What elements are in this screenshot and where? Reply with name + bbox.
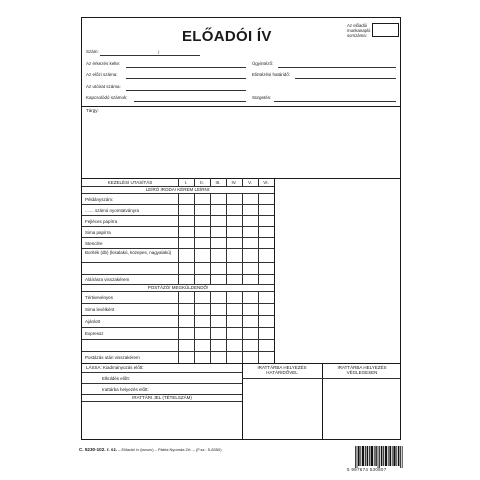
registry-number-label: Az előadói munkanapló sorszáma: (347, 23, 371, 38)
hatarido-line[interactable] (295, 78, 396, 79)
table-row: Stencilre (85, 241, 103, 246)
form-frame (81, 17, 401, 440)
szam-line[interactable] (100, 55, 200, 56)
targy-label: Tárgy: (86, 108, 99, 113)
utoirat-line[interactable] (126, 90, 246, 91)
table-row: Fejléces papírra (85, 219, 118, 224)
col-line (258, 178, 259, 186)
col-line (210, 291, 211, 363)
col-line (322, 363, 323, 439)
col-line (194, 178, 195, 186)
col-line (178, 291, 179, 363)
erkezes-label: Az érkezés kelte: (86, 61, 121, 66)
row-line (82, 372, 242, 373)
elozo-szam-line[interactable] (126, 78, 246, 79)
divider (82, 363, 400, 364)
column-header: V. (248, 180, 252, 185)
col-line (194, 291, 195, 363)
form-code: C. 5230-102. r. sz. (79, 447, 118, 452)
col-line (210, 193, 211, 284)
table-row: Tértivevényes (85, 295, 114, 300)
kezelesi-utasitas-header: KEZELÉSI UTASÍTÁS (107, 180, 153, 185)
barcode-icon (355, 445, 403, 469)
form-footer (79, 447, 222, 452)
table-row: Ajánlott (85, 319, 101, 324)
barcode-number: 5 997674 530807 (347, 467, 387, 472)
column-header: III. (215, 180, 221, 185)
column-header: I. (184, 180, 188, 185)
irattari-jel-label: IRATTÁRI JEL (TÉTELSZÁM) (132, 395, 192, 400)
form-description: – Előadói ív (iarxov) – Pátria Nyomda Zrt. – (F.sz.: 5-8350) (118, 447, 222, 452)
col-line (242, 291, 243, 363)
table-row: Expressz (85, 331, 104, 336)
szam-label: Szám: (86, 49, 99, 54)
registry-number-box[interactable] (372, 23, 399, 37)
table-row: Boríték (db) (kisalakú, közepes, nagyalakú) (85, 250, 172, 255)
erkezes-line[interactable] (126, 67, 246, 68)
col-line (226, 178, 227, 186)
ugyintezo-label: Ügyintéző: (252, 61, 274, 66)
row-line (82, 383, 242, 384)
vegleges-header: IRATTÁRBA HELYEZÉS VÉGLEGESEN (337, 365, 387, 375)
surgetes-label: Sürgetés: (252, 95, 272, 100)
surgetes-line[interactable] (274, 101, 396, 102)
col-line (242, 178, 243, 186)
col-line (258, 193, 259, 284)
utoirat-label: Az utóirat száma: (86, 84, 121, 89)
irattarba-label: Irattárba helyezés előtt: (102, 387, 149, 392)
table-row: Példányszám: (85, 197, 114, 202)
kapcsolodo-line[interactable] (134, 101, 246, 102)
elozo-szam-label: Az előzi száma: (86, 72, 118, 77)
postazo-header: POSTÁZÓ! MEGKÜLDENDŐ! (147, 285, 209, 290)
hataridovel-header: IRATTÁRBA HELYEZÉS HATÁRIDŐVEL (257, 365, 307, 375)
col-line (242, 193, 243, 284)
kapcsolodo-label: Kapcsolódó számok: (86, 95, 128, 100)
col-line (210, 178, 211, 186)
column-header: VI. (263, 180, 269, 185)
table-row: ....... számú nyomtatványra (85, 208, 140, 213)
col-line (194, 193, 195, 284)
column-header: II. (200, 180, 204, 185)
ugyintezo-line[interactable] (278, 67, 396, 68)
col-line (178, 178, 179, 186)
col-line (226, 193, 227, 284)
leiro-header: LEÍRÓ IRODA! KÉREM LEÍRNI: (145, 187, 211, 192)
col-line (258, 291, 259, 363)
table-row: Aláírásra visszakérem (85, 277, 130, 282)
table-row: Sima papírra (85, 230, 111, 235)
row-line (82, 401, 242, 402)
divider (82, 178, 400, 179)
elkuldes-label: Elküldés előtt: (102, 376, 131, 381)
table-row: Postázás után visszakérem (85, 355, 140, 360)
page-title: ELŐADÓI ÍV (182, 28, 272, 45)
col-line (178, 193, 179, 284)
table-row: Sima levélként (85, 307, 115, 312)
form-sheet (79, 15, 406, 477)
row-line (242, 378, 400, 379)
col-line (274, 178, 275, 363)
col-line (226, 291, 227, 363)
szam-separator: / (158, 50, 160, 55)
divider (82, 106, 400, 107)
elintezesi-hatarido-label: Elintézési határidő: (252, 72, 291, 77)
col-line (242, 363, 243, 439)
lassa-label: LÁSSA: Kiadmányozás előtt: (86, 365, 144, 370)
column-header: IV. (231, 180, 237, 185)
